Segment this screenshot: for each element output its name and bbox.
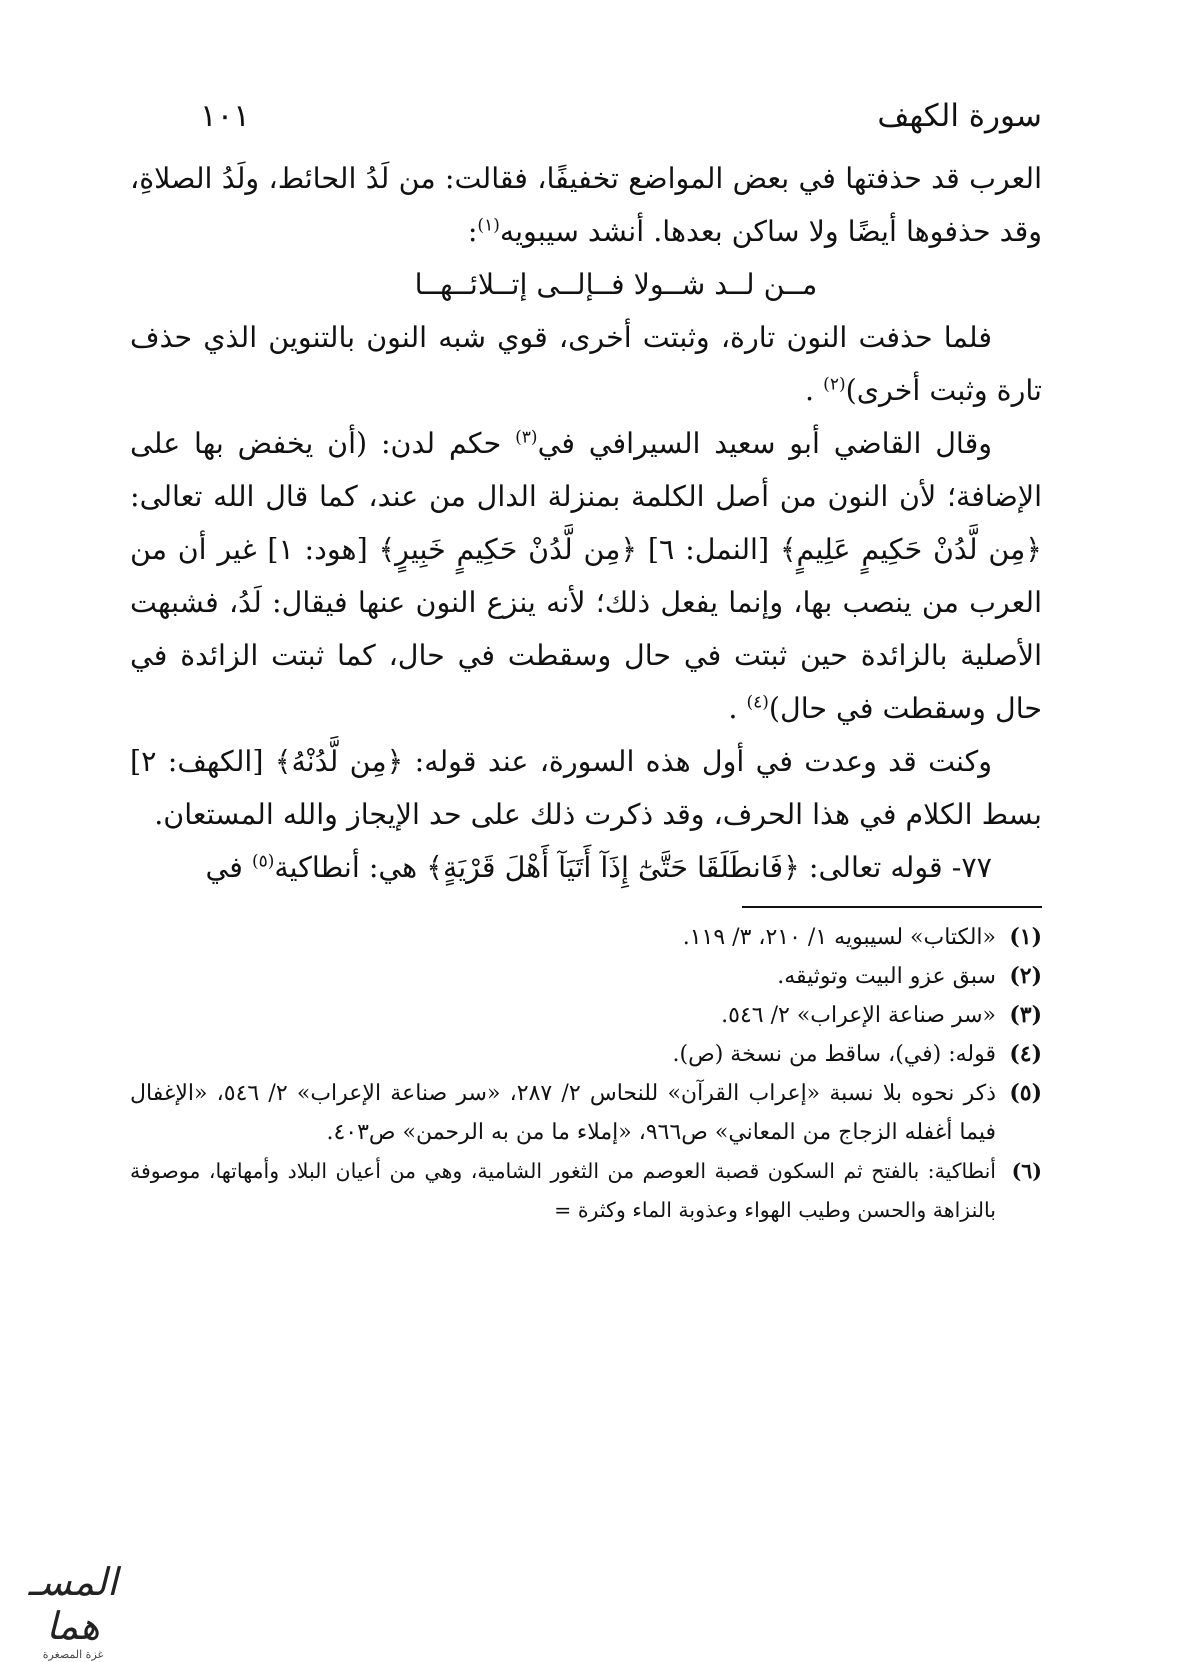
footnote-text: قوله: (في)، ساقط من نسخة (ص). — [672, 1042, 996, 1067]
footnote-number: (٢) — [1009, 963, 1042, 989]
paragraph: العرب قد حذفتها في بعض المواضع تخفيفًا، فقالت: من لَدُ الحائط، ولَدُ الصلاةِ، وقد حذفوها أيضًا ولا ساكن بعدها. أنشد سيبويه$^{(١)}$: — [130, 162, 1042, 248]
footnote-ref: (١) — [477, 215, 500, 236]
footnote-text: سبق عزو البيت وتوثيقه. — [777, 964, 996, 989]
surah-title: سورة الكهف — [877, 98, 1042, 134]
footnote-ref: (٤) — [746, 692, 769, 713]
footnote-number: (٣) — [1009, 1002, 1042, 1028]
footnote-ref: (٥) — [251, 851, 275, 872]
book-page — [130, 92, 1042, 1612]
footnote-number: (٥) — [1009, 1080, 1042, 1106]
footnote-ref: (٢) — [823, 374, 846, 395]
paragraph: وقال القاضي أبو سعيد السيرافي في$^{(٣)}$ حكم لدن: (أن يخفض بها على الإضافة؛ لأن النون من أصل الكلمة بمنزلة الدال من عند، كما قال الله تعالى: ﴿مِن لَّدُنْ حَكِيمٍ عَلِيمٍ﴾ [النمل: ٦] ﴿مِن لَّدُنْ حَكِيمٍ خَبِيرٍ﴾ [هود: ١] غير أن من العرب من ينصب بها، وإنما يفعل ذلك؛ لأنه ينزع النون عنها فيقال: لَدُ، فشبهت الأصلية بالزائدة حين ثبتت في حال وسقطت في حال، كما ثبتت الزائدة في حال وسقطت في حال)$^{(٤)}$ . — [130, 427, 1042, 725]
footnote — [130, 1074, 1042, 1152]
stamp-logo-text: المسـ هما — [28, 1560, 118, 1648]
footnotes — [130, 918, 1042, 1230]
footnote — [130, 918, 1042, 957]
footnote — [130, 996, 1042, 1035]
library-stamp — [8, 1560, 138, 1661]
main-text — [130, 152, 1042, 894]
footnote-divider — [742, 906, 1042, 908]
page-number: ١٠١ — [200, 98, 250, 134]
footnote-number: (١) — [1009, 924, 1042, 950]
paragraph: فلما حذفت النون تارة، وثبتت أخرى، قوي شبه النون بالتنوين الذي حذف تارة وثبت أخرى)$^{(٢)}$ . — [130, 321, 1042, 407]
poem-verse: مــن لــد شــولا فــإلــى إتــلائــهــا — [414, 268, 818, 301]
footnote-ref: (٣) — [515, 427, 538, 448]
page-header — [130, 92, 1042, 152]
paragraph: وكنت قد وعدت في أول هذه السورة، عند قوله: ﴿مِن لَّدُنْهُ﴾ [الكهف: ٢] بسط الكلام في هذا الحرف، وقد ذكرت ذلك على حد الإيجاز والله المستعان. — [130, 745, 1042, 831]
footnote-number: (٦) — [1011, 1159, 1042, 1183]
footnote — [130, 957, 1042, 996]
footnote-text: «سر صناعة الإعراب» ٢/ ٥٤٦. — [721, 1003, 996, 1028]
footnote — [130, 1035, 1042, 1074]
footnote-text: ذكر نحوه بلا نسبة «إعراب القرآن» للنحاس ٢/ ٢٨٧، «سر صناعة الإعراب» ٢/ ٥٤٦، «الإغفال فيما أغفله الزجاج من المعاني» ص٩٦٦، «إملاء ما من به الرحمن» ص٤٠٣. — [130, 1081, 997, 1145]
footnote-text: «الكتاب» لسيبويه ١/ ٢١٠، ٣/ ١١٩. — [682, 925, 996, 950]
footnote-text: أنطاكية: بالفتح ثم السكون قصبة العوصم من الثغور الشامية، وهي من أعيان البلاد وأمهاتها، موصوفة بالنزاهة والحسن وطيب الهواء وعذوبة الماء وكثرة = — [130, 1159, 996, 1222]
paragraph: ٧٧- قوله تعالى: ﴿فَانطَلَقَا حَتَّىٰٓ إِذَآ أَتَيَآ أَهْلَ قَرْيَةٍ﴾ هي: أنطاكية$^{(٥)}$ في — [205, 851, 992, 884]
footnote — [130, 1152, 1042, 1230]
stamp-subtext: غزة المصغرة — [42, 1648, 104, 1661]
footnote-number: (٤) — [1009, 1041, 1042, 1067]
